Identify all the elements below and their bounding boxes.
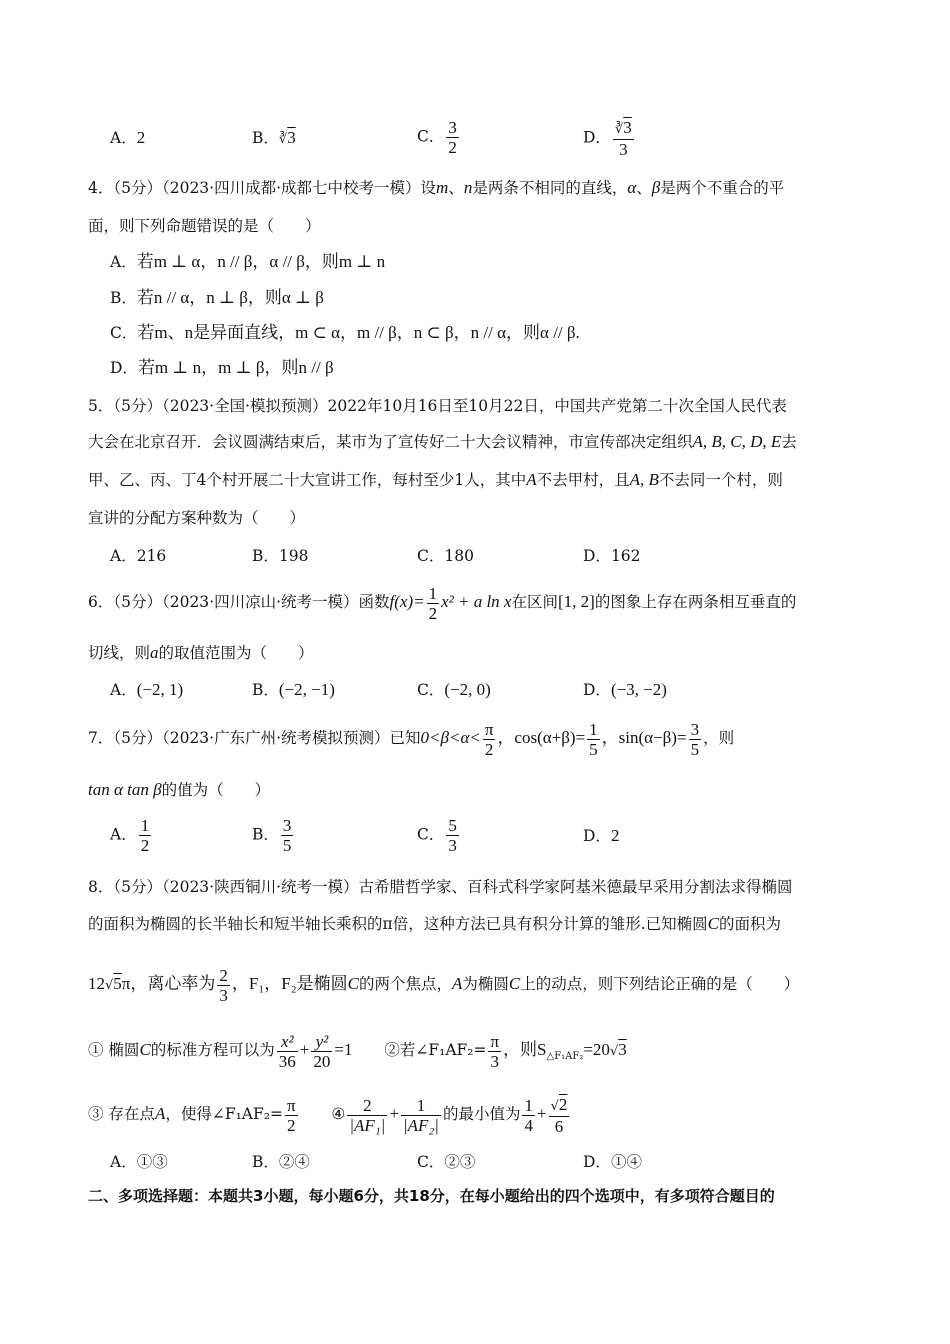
q5-stem-line3 (88, 470, 783, 490)
text: ③ 存在点 (88, 1105, 155, 1123)
numerator: 1 (140, 816, 150, 835)
numerator: 3 (448, 118, 457, 137)
q7-option-d (583, 826, 619, 846)
q8-option-a (110, 1152, 168, 1172)
square-root-icon: √ (105, 978, 114, 993)
option-label: B． (110, 289, 137, 307)
text: 切线，则 (88, 644, 151, 662)
fraction (613, 118, 634, 159)
fraction (483, 720, 496, 759)
text: ，则S (503, 1040, 547, 1059)
option-text: 若n // α，n ⊥ β，则α ⊥ β (136, 288, 324, 307)
q5-stem-line2 (88, 432, 797, 452)
option-label: A． (110, 253, 137, 271)
numerator: π (286, 1095, 296, 1115)
math: C (139, 1040, 151, 1059)
math: + (389, 1104, 399, 1123)
numerator: π (490, 1031, 500, 1051)
fraction (311, 1032, 332, 1071)
fraction (587, 720, 600, 759)
math: A (154, 1104, 166, 1123)
option-text: 若m、n是异面直线，m ⊂ α，m // β，n ⊂ β，n // α，则α // β. (137, 323, 580, 342)
q3-option-b (252, 128, 296, 150)
text: ，则 (703, 729, 735, 747)
q6-head: 6．（5分）（2023·四川凉山·统考一模）函数 (88, 593, 390, 611)
q7-option-a (110, 816, 153, 855)
option-label: A． (110, 825, 137, 844)
text: ②若∠F₁AF₂= (384, 1041, 487, 1059)
option-label: D． (583, 681, 611, 699)
math: + (299, 1040, 310, 1059)
math: ，F₁，F₂是椭圆 (231, 974, 348, 993)
text: 的取值范围为（ ） (158, 644, 314, 662)
denominator: 2 (483, 739, 496, 759)
q4-option-b (110, 288, 324, 308)
q5-option-a (110, 546, 166, 566)
option-label: C． (417, 127, 445, 146)
subscript: △F₁AF₂ (546, 1051, 584, 1063)
q8-option-b (252, 1152, 310, 1172)
var-alpha: α (627, 178, 637, 197)
denominator: |AF₂| (402, 1115, 439, 1135)
denominator: 36 (278, 1051, 296, 1071)
option-label: D． (583, 827, 611, 845)
text: 为椭圆 (462, 975, 509, 993)
q3-option-d (583, 118, 636, 159)
text: ，使得∠F₁AF₂= (165, 1105, 283, 1123)
fraction (446, 816, 459, 855)
numerator: 3 (690, 719, 700, 739)
option-label: B． (252, 547, 279, 565)
option-label: C． (110, 324, 138, 342)
fraction (488, 1032, 501, 1071)
q4-option-a (110, 252, 385, 272)
option-label: B． (252, 1153, 279, 1171)
option-text: 216 (136, 547, 167, 565)
text: 的面积为椭圆的长半轴长和短半轴长乘积的π倍，这种方法已具有积分计算的雏形.已知椭圆 (88, 915, 708, 933)
text: 甲、乙、丙、丁4个村开展二十大宣讲工作，每村至少1人，其中 (88, 471, 527, 489)
q6-option-c (417, 680, 491, 700)
option-text: ①③ (136, 1153, 168, 1171)
cube-root-icon: ∛ (278, 132, 288, 147)
math: 0<β<α< (420, 728, 481, 747)
denominator: 3 (219, 985, 228, 1005)
q3-option-a (110, 128, 145, 148)
text: 上的动点，则下列结论正确的是（ ） (520, 975, 800, 993)
text: 去 (781, 433, 797, 451)
denominator: 5 (282, 836, 292, 855)
fraction (277, 1032, 298, 1071)
denominator: |AF₁| (349, 1115, 386, 1135)
math: tan α tan β (88, 780, 162, 799)
text: 的标准方程可以为 (150, 1041, 275, 1059)
denominator: 3 (613, 139, 634, 159)
option-label: D． (583, 128, 611, 147)
separator: 、 (636, 179, 652, 197)
option-label: D． (583, 547, 611, 565)
q4-mid: 是两条不相同的直线， (472, 179, 628, 197)
option-text: (−2, 1) (136, 680, 184, 699)
math: [1, 2] (558, 592, 595, 611)
text: 的图象上存在两条相互垂直的 (594, 593, 797, 611)
numerator: 5 (448, 816, 457, 835)
q6-stem-line1 (88, 582, 796, 623)
option-label: B． (252, 129, 279, 147)
q6-stem-line2 (88, 643, 314, 663)
text: π，离心率为 (121, 974, 216, 993)
denominator: 2 (428, 603, 438, 623)
fraction (285, 1096, 298, 1135)
var-n: n (463, 178, 473, 197)
option-text: 2 (610, 826, 620, 845)
math: C (508, 974, 521, 993)
q8-stem-line1: 8．（5分）（2023·陕西铜川·统考一模）古希腊哲学家、百科式科学家阿基米德最早采用分割法求得椭圆 (88, 878, 793, 896)
q4-stem-line1 (88, 178, 784, 198)
q7-stem-line2 (88, 780, 270, 800)
option-label: C． (417, 825, 445, 844)
var-m: m (436, 178, 449, 197)
q3-option-c (417, 118, 461, 157)
math: ，sin(α−β)= (601, 728, 687, 747)
var-beta: β (651, 178, 661, 197)
q6-option-b (252, 680, 335, 700)
option-label: A． (110, 547, 137, 565)
denominator: 3 (448, 836, 457, 855)
text: ④ (331, 1105, 346, 1123)
numerator: 1 (589, 719, 598, 739)
denominator: 2 (448, 138, 457, 157)
radicand: 3 (623, 118, 632, 137)
numerator: y² (315, 1031, 329, 1051)
numerator: 1 (524, 1095, 533, 1115)
denominator: 5 (589, 739, 598, 759)
denominator: 2 (285, 1115, 298, 1135)
q5-stem-line1: 5．（5分）（2023·全国·模拟预测）2022年10月16日至10月22日，中国共产党第二十次全国人民代表 (88, 397, 787, 415)
q8-stem-line3 (88, 962, 799, 1008)
denominator: 3 (488, 1051, 501, 1071)
math: + (536, 1104, 547, 1123)
q8-option-c (417, 1152, 475, 1172)
square-root-icon: √ (550, 1098, 559, 1114)
q5-option-c (417, 546, 474, 566)
option-label: A． (110, 681, 137, 699)
q5-option-d (583, 546, 641, 566)
math: a (150, 643, 159, 662)
radicand: 2 (558, 1094, 568, 1114)
text: 大会在北京召开．会议圆满结束后，某市为了宣传好二十大会议精神，市宣传部决定组织 (88, 433, 693, 451)
option-label: A． (110, 129, 137, 147)
denominator: 5 (690, 739, 700, 759)
q8-option-d (583, 1152, 642, 1172)
q4-option-d (110, 358, 334, 378)
q7-option-c (417, 816, 461, 855)
text: ① 椭圆 (88, 1041, 140, 1059)
math: A, B, C, D, E (692, 432, 782, 451)
q6-option-d (583, 680, 667, 700)
math: 12 (88, 974, 105, 993)
numerator (549, 1095, 570, 1116)
text: 的两个焦点， (359, 975, 453, 993)
q5-option-b (252, 546, 308, 566)
text: 的面积为 (718, 915, 781, 933)
radicand: 3 (618, 1040, 627, 1059)
text: 不去甲村，且 (536, 471, 630, 489)
numerator: 3 (282, 816, 292, 835)
q4-option-c (110, 323, 580, 343)
q5-stem-line4: 宣讲的分配方案种数为（ ） (88, 509, 306, 527)
denominator: 6 (549, 1116, 570, 1136)
separator: 、 (448, 179, 464, 197)
option-label: C． (417, 681, 445, 699)
math: ，cos(α+β)= (497, 728, 586, 747)
math: A, B (629, 470, 659, 489)
option-label: A． (110, 1153, 137, 1171)
numerator: x² (280, 1031, 294, 1051)
q7-option-b (252, 816, 295, 855)
text: 的最小值为 (442, 1105, 521, 1123)
radicand: 5 (113, 974, 122, 993)
option-text: ②④ (278, 1153, 310, 1171)
fraction (427, 584, 440, 623)
math: C (707, 914, 719, 933)
q7-head: 7．（5分）（2023·广东广州·统考模拟预测）已知 (88, 729, 421, 747)
math: f(x)= (389, 592, 425, 611)
option-text: 162 (610, 547, 641, 565)
option-label: B． (252, 825, 279, 844)
numerator (613, 118, 634, 139)
option-value: 3 (287, 128, 296, 147)
option-label: C． (417, 1153, 445, 1171)
q4-tail: 是两个不重合的平 (660, 179, 785, 197)
math: A (526, 470, 537, 489)
numerator: 1 (416, 1095, 426, 1115)
denominator: 20 (313, 1051, 331, 1071)
section-2-title: 二、多项选择题：本题共3小题，每小题6分，共18分，在每小题给出的四个选项中，有多项符合题目的 (88, 1187, 775, 1205)
text: 的值为（ ） (161, 781, 271, 799)
math: =20 (583, 1040, 610, 1059)
fraction (217, 966, 230, 1005)
fraction (347, 1096, 387, 1135)
fraction (689, 720, 702, 759)
fraction (401, 1096, 441, 1135)
option-label: C． (417, 547, 445, 565)
numerator: 2 (363, 1095, 372, 1115)
fraction (139, 816, 152, 855)
math: =1 (334, 1040, 353, 1059)
math: A (452, 974, 463, 993)
option-label: D． (583, 1153, 611, 1171)
q8-statement-3-4 (88, 1092, 571, 1136)
numerator: 1 (428, 583, 438, 603)
fraction (549, 1095, 570, 1136)
numerator: π (484, 719, 494, 739)
q4-head: 4．（5分）（2023·四川成都·成都七中校考一模）设 (88, 179, 437, 197)
cube-root-icon: ∛ (614, 122, 624, 137)
option-text: 180 (444, 547, 474, 565)
option-text: (−2, −1) (278, 680, 335, 699)
option-label: D． (110, 359, 138, 377)
square-root-icon: √ (609, 1044, 619, 1059)
fraction (446, 118, 459, 157)
option-text: ①④ (610, 1153, 642, 1171)
q8-statement-1-2 (88, 1028, 627, 1079)
option-text: 若m ⊥ α，n // β，α // β，则m ⊥ n (136, 252, 386, 271)
fraction (281, 816, 294, 855)
fraction (522, 1096, 535, 1135)
q6-option-a (110, 680, 183, 700)
q4-stem-line2: 面，则下列命题错误的是（ ） (88, 217, 321, 235)
text: 在区间 (511, 593, 558, 611)
option-text: ②③ (444, 1153, 476, 1171)
option-value: 2 (136, 128, 146, 147)
option-text: (−2, 0) (444, 680, 491, 699)
q7-stem-line1 (88, 718, 734, 759)
denominator: 2 (140, 836, 150, 855)
math: C (347, 974, 359, 993)
option-text: 若m ⊥ n，m ⊥ β，则n // β (137, 358, 334, 377)
numerator: 2 (219, 965, 228, 985)
q8-stem-line2 (88, 914, 781, 934)
option-label: B． (252, 681, 279, 699)
option-text: 198 (278, 547, 309, 565)
option-text: (−3, −2) (610, 680, 667, 699)
denominator: 4 (524, 1115, 533, 1135)
text: 不去同一个村，则 (658, 471, 783, 489)
math: x² + a ln x (441, 592, 512, 611)
